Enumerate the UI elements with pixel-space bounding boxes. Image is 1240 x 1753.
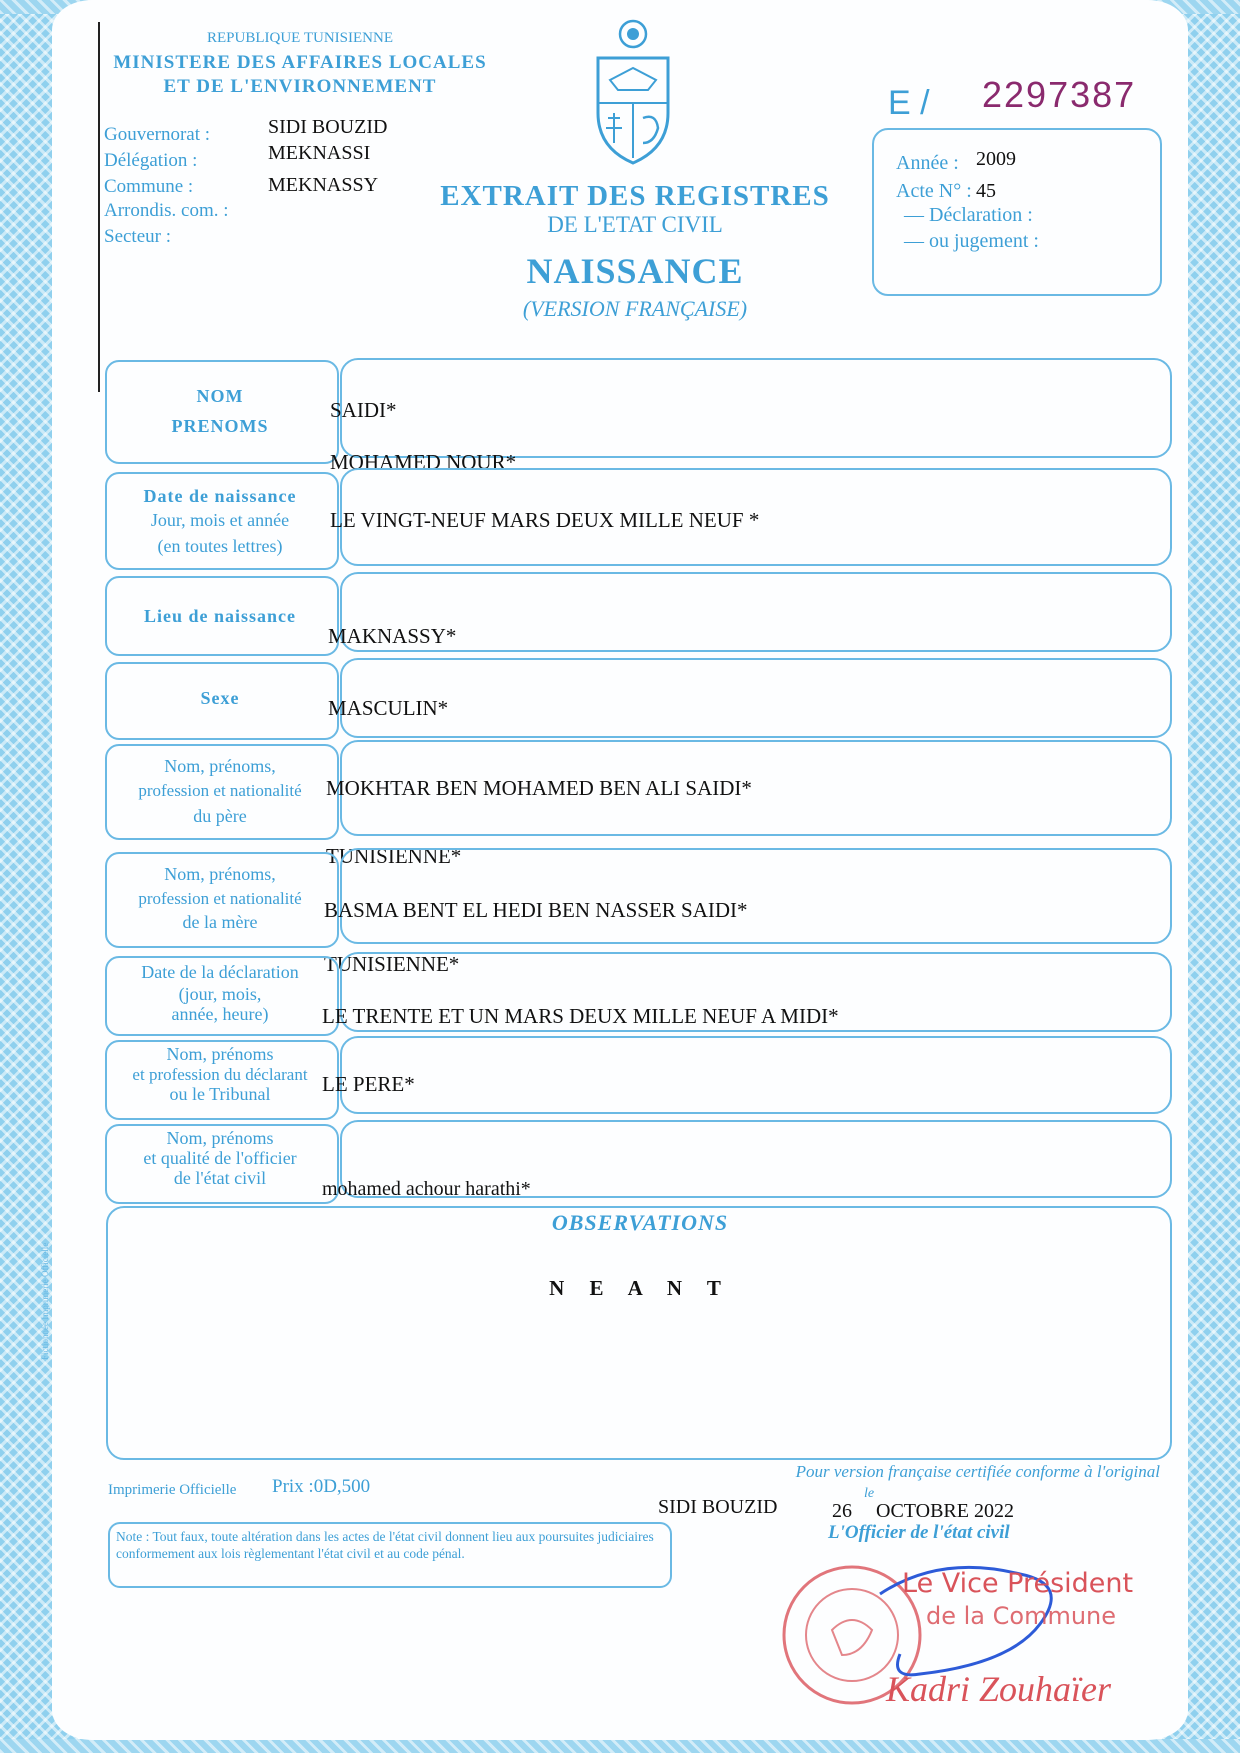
commune-value: MEKNASSY (268, 174, 379, 196)
delegation-value: MEKNASSI (268, 142, 371, 164)
le-label: le (864, 1486, 875, 1501)
declarant-value-box (340, 1036, 1172, 1114)
decl-label2: (jour, mois, (178, 984, 262, 1004)
declarant-value: LE PERE* (322, 1072, 415, 1096)
mere-value-box (340, 848, 1172, 944)
sexe-value-box (340, 658, 1172, 738)
arrondis-label: Arrondis. com. : (104, 200, 229, 221)
date-value: LE VINGT-NEUF MARS DEUX MILLE NEUF * (330, 508, 760, 532)
acte-label: Acte N° : (896, 180, 972, 202)
place-value: SIDI BOUZID (658, 1496, 778, 1518)
title-naissance: NAISSANCE (526, 251, 744, 291)
date-sublabel1: Jour, mois et année (150, 510, 290, 530)
mere-label1: Nom, prénoms, (164, 864, 276, 884)
serial-prefix: E / (888, 84, 930, 122)
delegation-label: Délégation : (104, 150, 198, 171)
stamp-line2: de la Commune (926, 1602, 1117, 1630)
title-version: (VERSION FRANÇAISE) (522, 296, 748, 321)
declaration-label: — Déclaration : (904, 204, 1033, 226)
observations-box (106, 1206, 1172, 1460)
annee-label: Année : (896, 152, 959, 174)
lieu-value-box (340, 572, 1172, 652)
certifie-label: Pour version française certifiée conforme à l'original (795, 1462, 1160, 1481)
mere-label3: de la mère (182, 912, 258, 932)
sexe-label: Sexe (200, 688, 240, 708)
serial-number: 2297387 (982, 74, 1137, 115)
officier-label3: de l'état civil (173, 1168, 267, 1188)
annee-value: 2009 (976, 148, 1016, 170)
ministry-line1: MINISTERE DES AFFAIRES LOCALES (113, 52, 487, 73)
observations-title: OBSERVATIONS (551, 1210, 729, 1235)
declarant-label1: Nom, prénoms (166, 1044, 274, 1064)
coat-of-arms-icon (588, 18, 678, 168)
lieu-label: Lieu de naissance (143, 606, 297, 626)
officier-etat-civil: L'Officier de l'état civil (828, 1522, 1010, 1543)
decl-label3: année, heure) (171, 1004, 269, 1024)
republic-label: REPUBLIQUE TUNISIENNE (207, 30, 393, 46)
secteur-label: Secteur : (104, 226, 172, 247)
prix-label: Prix :0D,500 (272, 1476, 371, 1497)
decl-label1: Date de la déclaration (141, 962, 299, 982)
pere-value: MOKHTAR BEN MOHAMED BEN ALI SAIDI* (326, 776, 752, 800)
nom-value: SAIDI* (330, 398, 397, 422)
imprimerie-label: Imprimerie Officielle (108, 1482, 237, 1498)
date-label: Date de naissance (143, 486, 297, 506)
date-sublabel2: (en toutes lettres) (157, 536, 283, 556)
note-text: Note : Tout faux, toute altération dans les actes de l'état civil donnent lieu aux poursuites judiciaires conformement aux lois règlementant l'état civil et au code pénal. (116, 1529, 654, 1561)
lieu-value: MAKNASSY* (328, 624, 457, 648)
commune-label: Commune : (104, 176, 194, 197)
pere-label2: profession et nationalité (138, 781, 302, 800)
jugement-label: — ou jugement : (904, 230, 1039, 252)
nom-value-box (340, 358, 1172, 458)
officier-label2: et qualité de l'officier (143, 1148, 297, 1168)
acte-value: 45 (976, 180, 996, 202)
title-line1: EXTRAIT DES REGISTRES (440, 180, 830, 212)
mere-nationality: TUNISIENNE* (324, 952, 460, 976)
pere-label1: Nom, prénoms, (164, 756, 276, 776)
stamp-line3: Kadri Zouhaïer (886, 1669, 1112, 1709)
nom-label: NOM (196, 386, 244, 406)
decl-value: LE TRENTE ET UN MARS DEUX MILLE NEUF A MIDI* (322, 1004, 839, 1028)
observations-value: N E A N T (549, 1276, 731, 1300)
side-imprimerie: Fictionnée Imprimerie Officielle (40, 1242, 50, 1360)
ministry-line2: ET DE L'ENVIRONNEMENT (163, 76, 437, 97)
title-line2: DE L'ETAT CIVIL (547, 212, 723, 237)
prenoms-label: PRENOMS (171, 416, 269, 436)
decorative-border-bottom (0, 1739, 1240, 1753)
pere-nationality: TUNISIENNE* (326, 844, 462, 868)
officier-label1: Nom, prénoms (166, 1128, 274, 1148)
month-year-value: OCTOBRE 2022 (876, 1500, 1014, 1522)
declarant-label3: ou le Tribunal (169, 1084, 271, 1104)
declarant-label2: et profession du déclarant (132, 1065, 308, 1084)
stamp-line1: Le Vice Président (902, 1568, 1134, 1599)
mere-label2: profession et nationalité (138, 889, 302, 908)
mere-value: BASMA BENT EL HEDI BEN NASSER SAIDI* (324, 898, 748, 922)
pere-label3: du père (193, 806, 247, 826)
officier-value: mohamed achour harathi* (322, 1178, 531, 1200)
nom-label-box (105, 360, 339, 464)
gouvernorat-label: Gouvernorat : (104, 124, 211, 145)
prenom-value: MOHAMED NOUR* (330, 450, 517, 474)
day-value: 26 (832, 1500, 852, 1522)
gouvernorat-value: SIDI BOUZID (268, 116, 388, 138)
sexe-value: MASCULIN* (328, 696, 449, 720)
